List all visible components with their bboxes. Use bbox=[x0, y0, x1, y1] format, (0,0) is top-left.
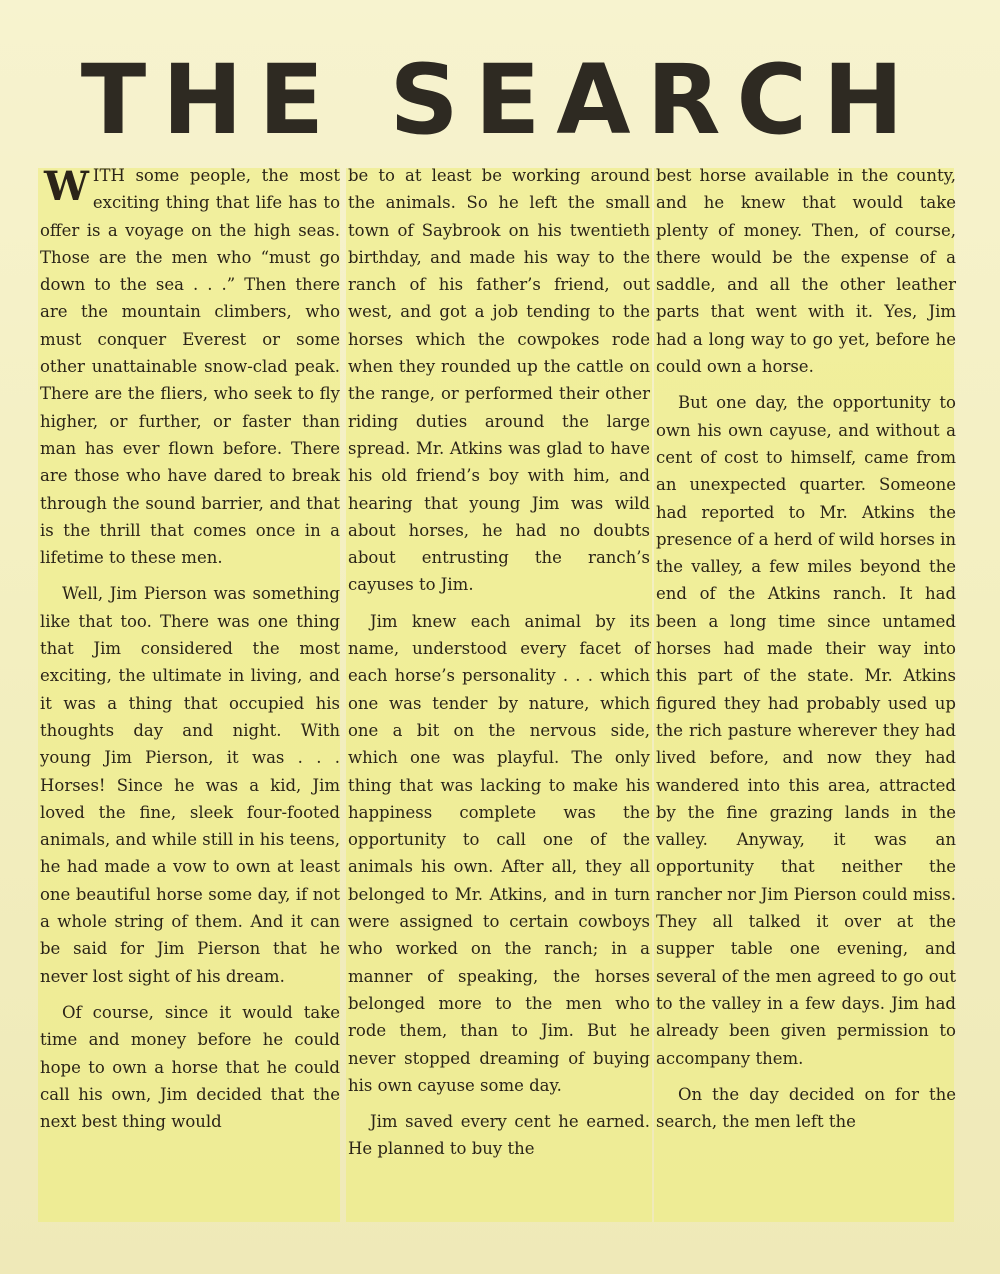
text-column-1 bbox=[40, 162, 340, 1144]
text-column-3 bbox=[656, 162, 956, 1144]
paragraph: Well, Jim Pierson was something like that too. There was one thing that Jim considered the most exciting, the ultimate in living, and it was a thing that occupied his thoughts day and night. With young Jim Pierson, it was . . . Horses! Since he was a kid, Jim loved the fine, sleek four-footed animals, and while still in his teens, he had made a vow to own at least one beautiful horse some day, if not a whole string of them. And it can be said for Jim Pierson that he never lost sight of his dream. bbox=[40, 584, 340, 986]
paragraph-text: ITH some people, the most exciting thing that life has to offer is a voyage on the high seas. Those are the men who “must go down to the sea . . .” Then there are the mountain climbers, who must conquer Everest or some other unattainable snow-clad peak. There are the fliers, who seek to fly higher, or further, or faster than man has ever flown before. There are those who have dared to break through the sound barrier, and that is the thrill that comes once in a lifetime to these men. bbox=[40, 166, 340, 568]
paragraph: Of course, since it would take time and money before he could hope to own a horse that he could call his own, Jim decided that the next best thing would bbox=[40, 1002, 340, 1132]
drop-cap: W bbox=[44, 163, 89, 210]
paragraph: best horse available in the county, and he knew that would take plenty of money. Then, of course, there would be the expense of a saddle, and all the other leather parts that went with it. Yes, Jim had a long way to go yet, before he could own a horse. bbox=[656, 166, 956, 377]
paragraph: Jim saved every cent he earned. He planned to buy the bbox=[348, 1112, 650, 1159]
paragraph: On the day decided on for the search, the men left the bbox=[656, 1084, 956, 1132]
paragraph: be to at least be working around the animals. So he left the small town of Saybrook on his twentieth birthday, and made his way to the ranch of his father’s friend, out west, and got a job tending to the horses which the cowpokes rode when they rounded up the cattle on the range, or performed their other riding duties around the large spread. Mr. Atkins was glad to have his old friend’s boy with him, and hearing that young Jim was wild about horses, he had no doubts about entrusting the ranch’s cayuses to Jim. bbox=[348, 166, 650, 595]
paragraph: But one day, the opportunity to own his own cayuse, and without a cent of cost to himself, came from an unexpected quarter. Someone had reported to Mr. Atkins the presence of a herd of wild horses in the valley, a few miles beyond the end of the Atkins ranch. It had been a long time since untamed horses had made their way into this part of the state. Mr. Atkins figured they had probably used up the rich pasture wherever they had lived before, and now they had wandered into this area, attracted by the fine grazing lands in the valley. Anyway, it was an opportunity that neither the rancher nor Jim Pierson could miss. They all talked it over at the supper table one evening, and several of the men agreed to go out to the valley in a few days. Jim had already been given permission to accompany them. bbox=[656, 393, 956, 1068]
text-column-2 bbox=[348, 162, 650, 1172]
page-title: THE SEARCH bbox=[80, 44, 920, 156]
paragraph: Jim knew each animal by its name, understood every facet of each horse’s personality . . . which one was tender by nature, which one a bit on the nervous side, which one was playful. The only thing that was lacking to make his happiness complete was the opportunity to call one of the animals his own. After all, they all belonged to Mr. Atkins, and in turn were assigned to certain cowboys who worked on the ranch; in a manner of speaking, the horses belonged more to the men who rode them, than to Jim. But he never stopped dreaming of buying his own cayuse some day. bbox=[348, 611, 650, 1095]
paragraph bbox=[40, 162, 340, 571]
